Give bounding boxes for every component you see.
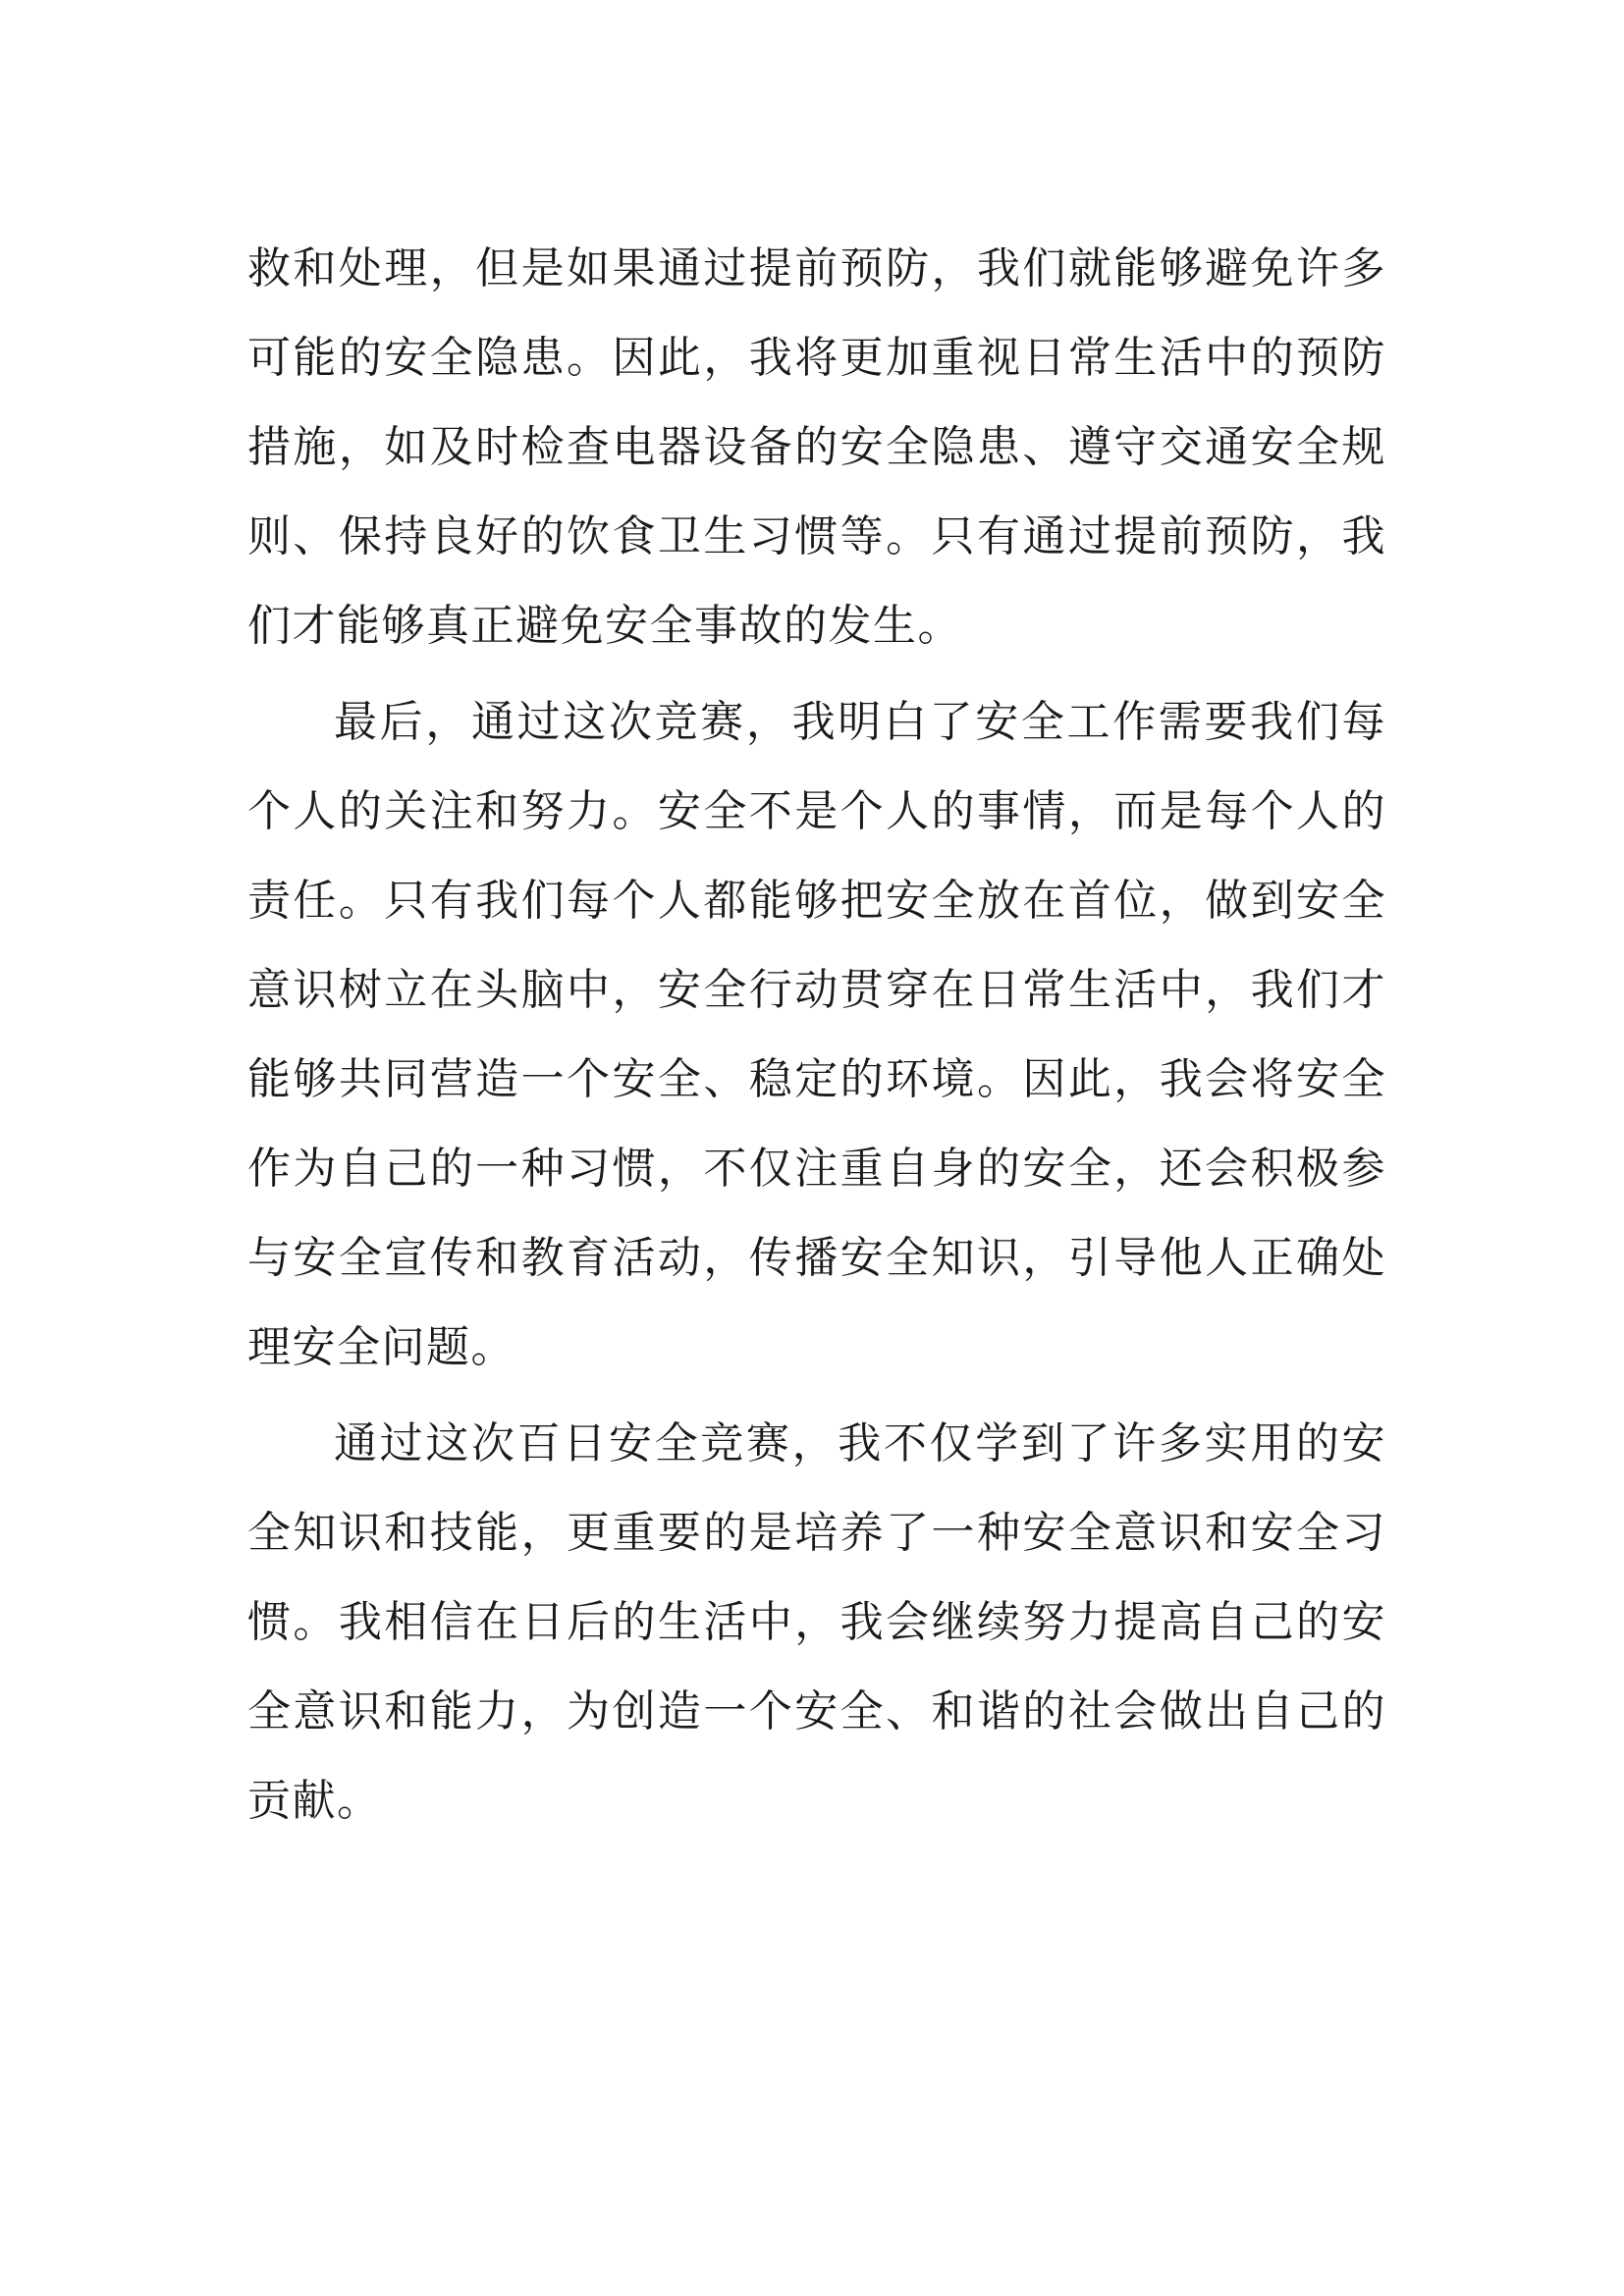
- document-body: [247, 224, 1386, 1845]
- paragraph-conclusion: 通过这次百日安全竞赛，我不仅学到了许多实用的安全知识和技能，更重要的是培养了一种安全意识和安全习惯。我相信在日后的生活中，我会继续努力提高自己的安全意识和能力，为创造一个安全、和谐的社会做出自己的贡献。: [247, 1418, 1386, 1826]
- paragraph-continued: 救和处理，但是如果通过提前预防，我们就能够避免许多可能的安全隐患。因此，我将更加重视日常生活中的预防措施，如及时检查电器设备的安全隐患、遵守交通安全规则、保持良好的饮食卫生习惯等。只有通过提前预防，我们才能够真正避免安全事故的发生。: [247, 243, 1386, 651]
- paragraph-finally: 最后，通过这次竞赛，我明白了安全工作需要我们每个人的关注和努力。安全不是个人的事情，而是每个人的责任。只有我们每个人都能够把安全放在首位，做到安全意识树立在头脑中，安全行动贯穿在日常生活中，我们才能够共同营造一个安全、稳定的环境。因此，我会将安全作为自己的一种习惯，不仅注重自身的安全，还会积极参与安全宣传和教育活动，传播安全知识，引导他人正确处理安全问题。: [247, 697, 1386, 1372]
